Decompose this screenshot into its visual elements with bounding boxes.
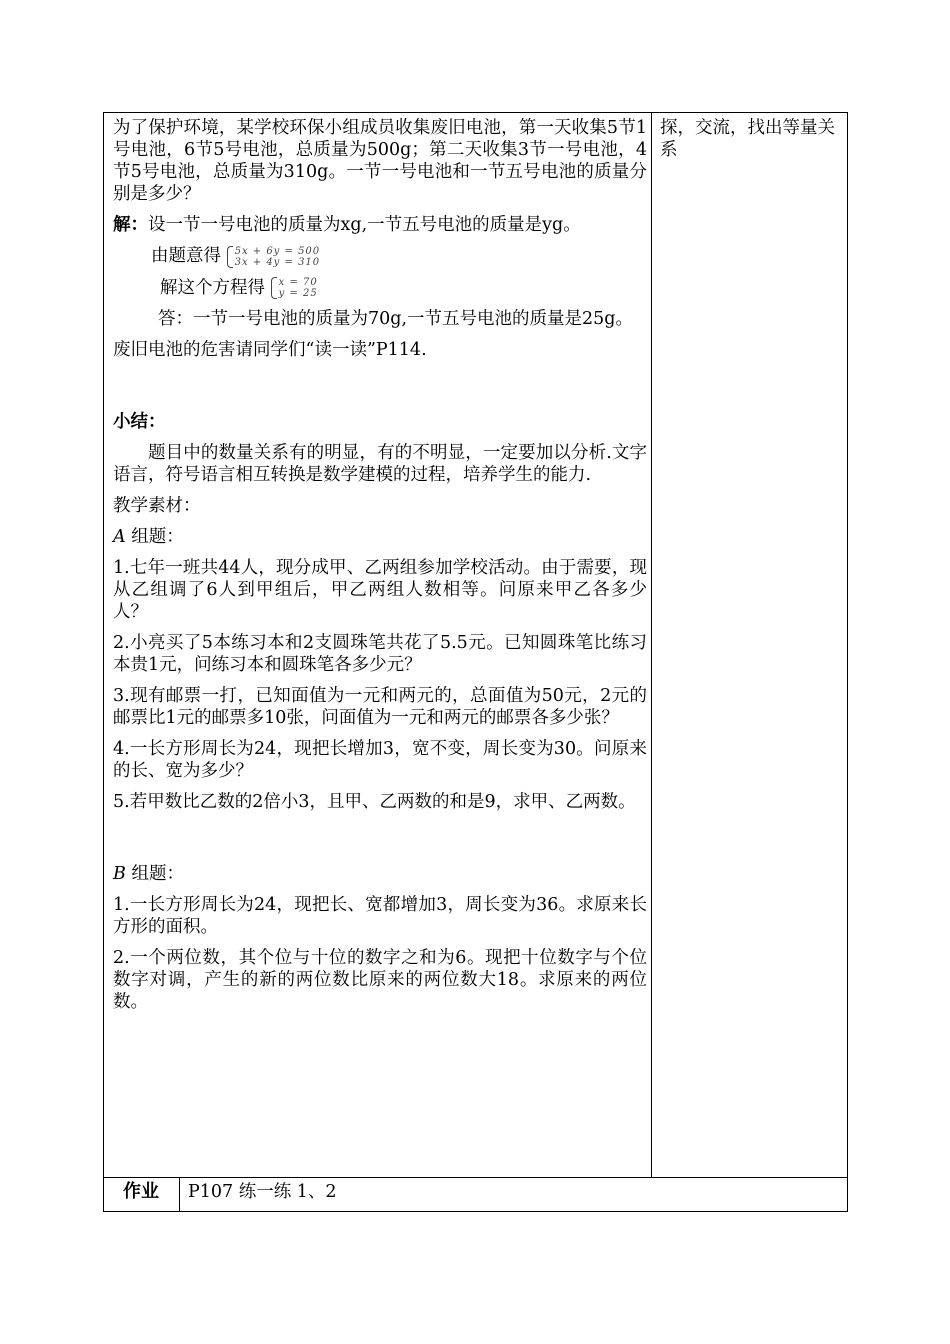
group-a-suffix: 组题： xyxy=(125,527,184,547)
group-a-question-3: 3.现有邮票一打，已知面值为一元和两元的，总面值为50元，2元的邮票比1元的邮票多10张，问面值为一元和两元的邮票各多少张？ xyxy=(113,686,647,728)
group-b-question-2: 2.一个两位数，其个位与十位的数字之和为6。现把十位数字与个位数字对调，产生的新的两位数比原来的两位数大18。求原来的两位数。 xyxy=(113,948,647,1012)
side-note: 探，交流，找出等量关系 xyxy=(660,118,835,160)
main-content-cell xyxy=(113,117,647,1022)
group-b-title xyxy=(113,863,647,885)
table-border-bottom xyxy=(103,1211,848,1212)
solution-line xyxy=(113,214,647,236)
group-b-suffix: 组题： xyxy=(125,864,184,884)
solve-label: 解这个方程得 xyxy=(160,277,265,298)
table-border-right xyxy=(847,112,848,1212)
side-note-cell xyxy=(660,117,840,161)
group-a-title xyxy=(113,526,647,548)
solution-label: 解： xyxy=(113,215,148,235)
group-b-question-1: 1.一长方形周长为24，现把长、宽都增加3，周长变为36。求原来长方形的面积。 xyxy=(113,895,647,937)
group-a-letter: A xyxy=(113,527,126,547)
given-line xyxy=(113,245,647,268)
summary-title: 小结： xyxy=(113,412,166,432)
reading-note: 废旧电池的危害请同学们“读一读”P114. xyxy=(113,340,427,360)
group-a-question-4: 4.一长方形周长为24，现把长增加3，宽不变，周长变为30。问原来的长、宽为多少？ xyxy=(113,739,647,781)
column-divider xyxy=(651,112,652,1177)
group-b-letter: B xyxy=(113,864,126,884)
equation-system-2 xyxy=(271,277,318,299)
answer-text: 答：一节一号电池的质量为70g,一节五号电池的质量是25g。 xyxy=(158,309,634,329)
equation-2a: x = 70 xyxy=(278,277,318,288)
summary-text: 题目中的数量关系有的明显，有的不明显，一定要加以分析.文字语言，符号语言相互转换是数学建模的过程，培养学生的能力. xyxy=(113,443,647,485)
solve-line xyxy=(113,277,647,300)
group-a-question-5: 5.若甲数比乙数的2倍小3，且甲、乙两数的和是9，求甲、乙两数。 xyxy=(113,792,636,812)
materials-title: 教学素材： xyxy=(113,496,201,516)
homework-text: P107 练一练 1、2 xyxy=(188,1182,337,1202)
group-a-question-2: 2.小亮买了5本练习本和2支圆珠笔共花了5.5元。已知圆珠笔比练习本贵1元，问练习本和圆珠笔各多少元？ xyxy=(113,633,647,675)
table-border-left xyxy=(103,112,104,1212)
homework-label: 作业 xyxy=(123,1181,159,1202)
equation-1b: 3x + 4y = 310 xyxy=(234,256,321,268)
problem-text: 为了保护环境，某学校环保小组成员收集废旧电池，第一天收集5节1号电池，6节5号电池，总质量为500g；第二天收集3节一号电池，4节5号电池，总质量为310g。一节一号电池和一节五号电池的质量分别是多少？ xyxy=(113,118,647,204)
group-a-question-1: 1.七年一班共44人，现分成甲、乙两组参加学校活动。由于需要，现从乙组调了6人到甲组后，甲乙两组人数相等。问原来甲乙各多少人？ xyxy=(113,558,647,622)
equation-system-1 xyxy=(227,246,321,268)
equation-2b: y = 25 xyxy=(278,288,318,299)
equation-1a: 5x + 6y = 500 xyxy=(234,245,321,257)
solution-setup: 设一节一号电池的质量为xg,一节五号电池的质量是yg。 xyxy=(148,215,581,235)
given-label: 由题意得 xyxy=(151,246,221,266)
table-border-top xyxy=(103,112,848,113)
homework-label-divider xyxy=(179,1177,180,1212)
